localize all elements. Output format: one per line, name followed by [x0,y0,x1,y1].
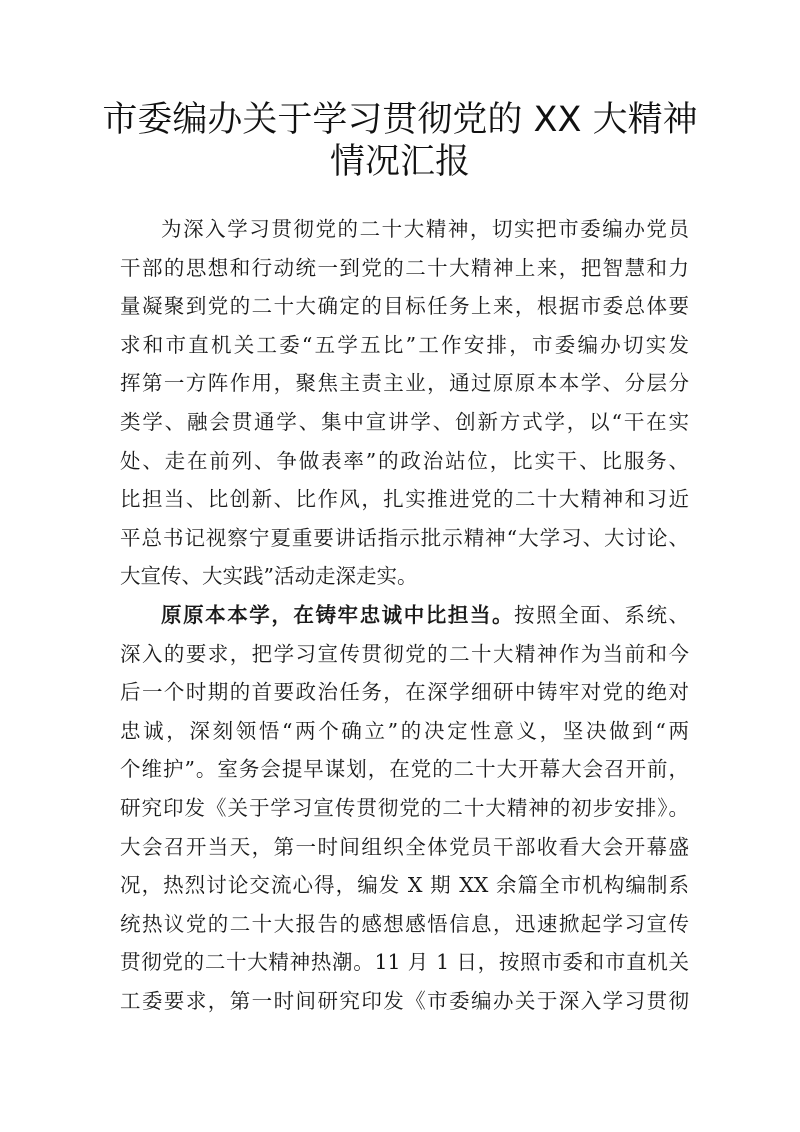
text-line: 后一个时期的首要政治任务，在深学细研中铸牢对党的绝对 [120,680,689,705]
text-line: 大会召开当天，第一时间组织全体党员干部收看大会开幕盛 [120,834,689,859]
text-line: 个维护”。室务会提早谋划，在党的二十大开幕大会召开前， [120,757,689,782]
text-line: 大宣传、大实践”活动走深走实。 [120,564,418,589]
text-line-rest: 按照全面、系统、 [514,602,689,627]
text-line [120,596,689,635]
paragraph-intro [120,210,689,596]
text-line: 求和市直机关工委“五学五比”工作安排，市委编办切实发 [120,332,689,357]
document-body [120,210,689,1020]
paragraph-section-1 [120,596,689,1021]
text-line: 忠诚，深刻领悟“两个确立”的决定性意义，坚决做到“两 [120,718,689,743]
text-line: 类学、融会贯通学、集中宣讲学、创新方式学，以“干在实 [120,409,689,434]
document-title-line-1: 市委编办关于学习贯彻党的 XX 大精神 [102,100,698,140]
text-line: 况，热烈讨论交流心得，编发 X 期 XX 余篇全市机构编制系 [120,873,689,898]
text-line: 干部的思想和行动统一到党的二十大精神上来，把智慧和力 [120,255,689,280]
text-line: 深入的要求，把学习宣传贯彻党的二十大精神作为当前和今 [120,641,689,666]
text-line: 贯彻党的二十大精神热潮。11 月 1 日，按照市委和市直机关 [120,950,689,975]
text-line: 平总书记视察宁夏重要讲话指示批示精神“大学习、大讨论、 [120,525,689,550]
text-line: 工委要求，第一时间研究印发《市委编办关于深入学习贯彻 [120,988,689,1013]
document-title-line-2: 情况汇报 [329,142,470,182]
section-heading: 原原本本学，在铸牢忠诚中比担当。 [161,602,515,627]
text-line: 挥第一方阵作用，聚焦主责主业，通过原原本本学、分层分 [120,371,689,396]
text-line: 比担当、比创新、比作风，扎实推进党的二十大精神和习近 [120,487,689,512]
text-line: 为深入学习贯彻党的二十大精神，切实把市委编办党员 [161,217,689,241]
text-line: 处、走在前列、争做表率”的政治站位，比实干、比服务、 [120,448,689,473]
text-line: 统热议党的二十大报告的感想感悟信息，迅速掀起学习宣传 [120,911,689,936]
text-line: 研究印发《关于学习宣传贯彻党的二十大精神的初步安排》。 [120,795,689,820]
text-line: 量凝聚到党的二十大确定的目标任务上来，根据市委总体要 [120,294,689,319]
